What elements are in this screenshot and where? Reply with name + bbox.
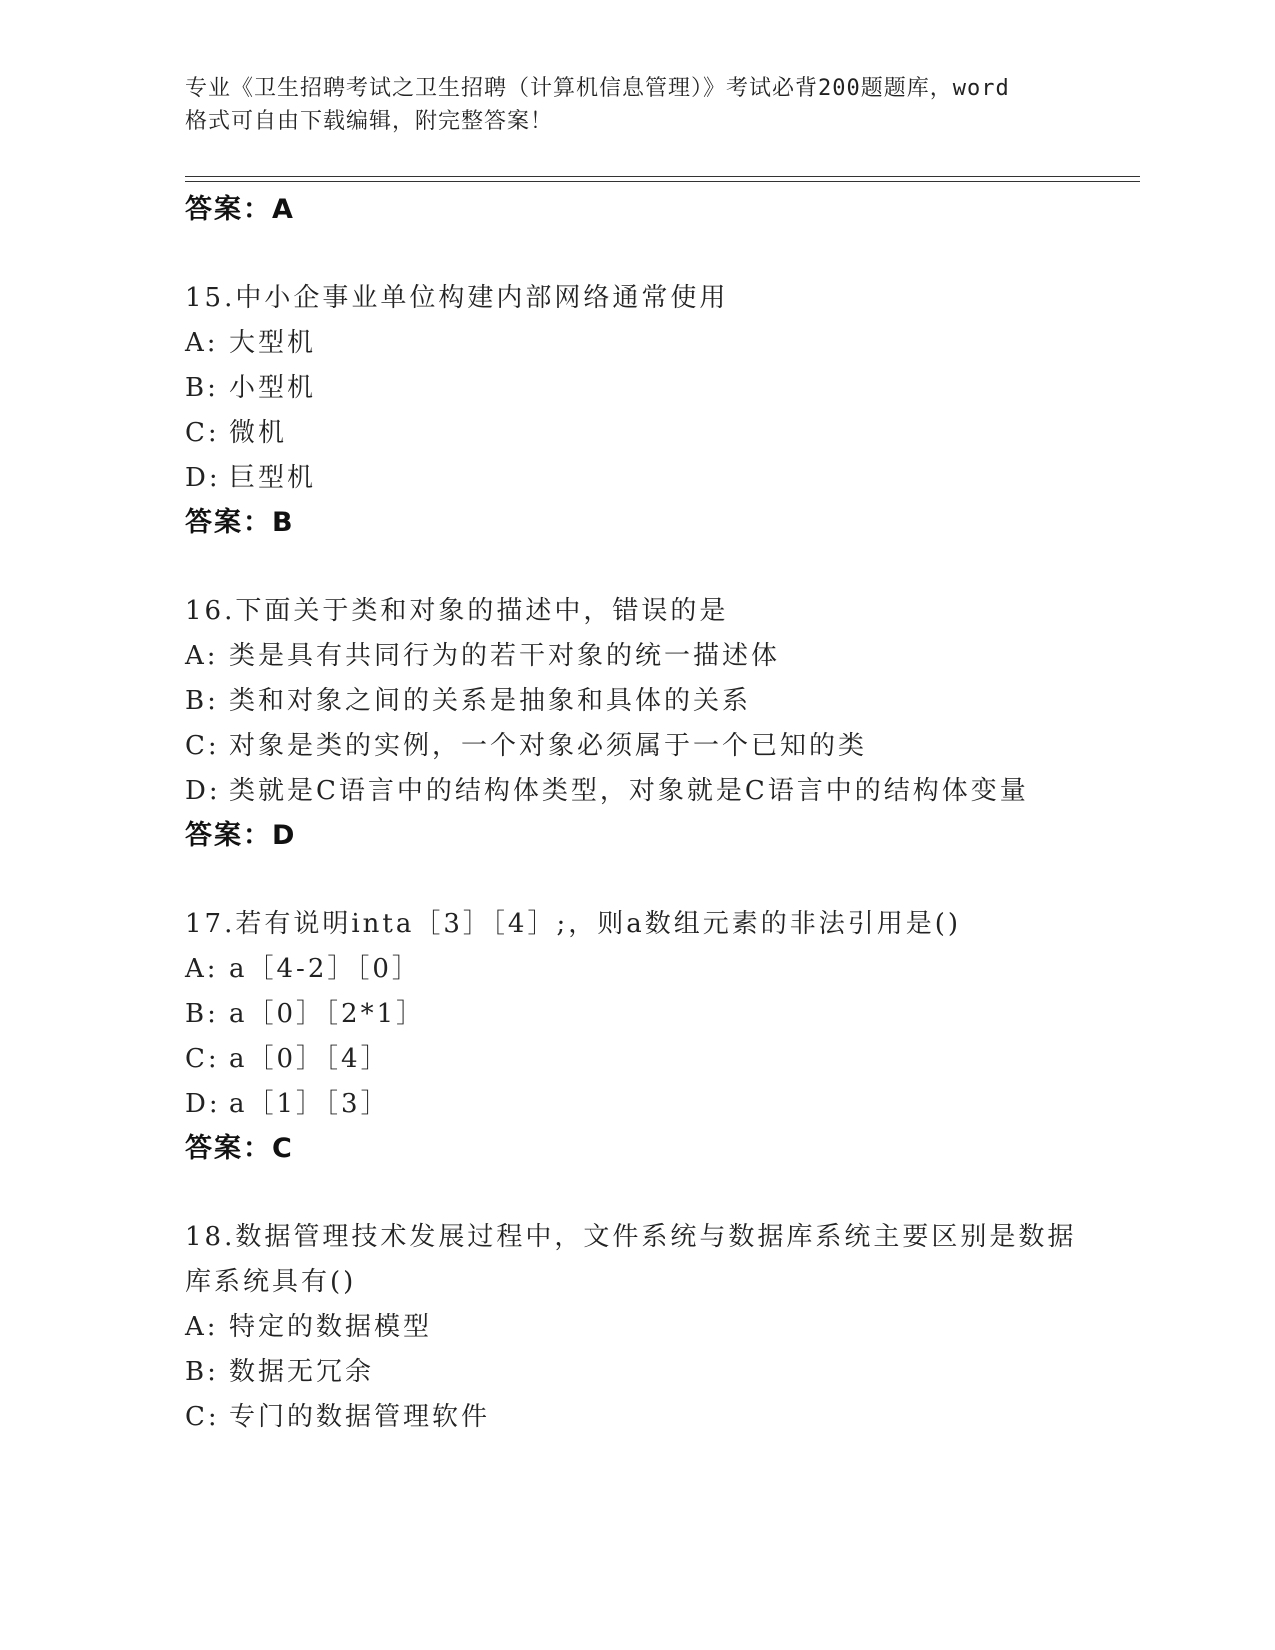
option-text: 类和对象之间的关系是抽象和具体的关系 xyxy=(229,686,752,716)
question-list xyxy=(185,188,1135,1484)
answer-option xyxy=(185,366,1135,411)
questions-container xyxy=(185,276,1135,1440)
header-line-1: 专业《卫生招聘考试之卫生招聘（计算机信息管理）》考试必背200题题库，word xyxy=(185,76,1010,101)
option-letter: A: xyxy=(185,641,219,671)
question-answer: 答案：D xyxy=(185,820,297,851)
option-letter: B: xyxy=(185,686,219,716)
answer-option xyxy=(185,769,1135,814)
option-text: 小型机 xyxy=(229,373,317,403)
option-letter: B: xyxy=(185,373,219,403)
answer-option xyxy=(185,456,1135,501)
option-text: 特定的数据模型 xyxy=(229,1312,433,1342)
question-stem: 库系统具有() xyxy=(185,1267,357,1297)
option-text: 对象是类的实例，一个对象必须属于一个已知的类 xyxy=(229,731,868,761)
option-text: 类就是C语言中的结构体类型，对象就是C语言中的结构体变量 xyxy=(229,776,1029,806)
option-text: 专门的数据管理软件 xyxy=(229,1402,491,1432)
header-line-2: 格式可自由下载编辑，附完整答案！ xyxy=(185,109,554,134)
option-letter: C: xyxy=(185,1402,220,1432)
header-divider-bottom xyxy=(185,181,1140,182)
option-letter: A: xyxy=(185,1312,219,1342)
option-letter: D: xyxy=(185,1089,221,1119)
option-text: 大型机 xyxy=(229,328,317,358)
question-stem: 17.若有说明inta［3］［4］;，则a数组元素的非法引用是() xyxy=(185,909,961,939)
question-block xyxy=(185,902,1135,1171)
answer-option xyxy=(185,411,1135,456)
answer-option xyxy=(185,634,1135,679)
answer-option xyxy=(185,724,1135,769)
option-letter: C: xyxy=(185,1044,220,1074)
answer-option xyxy=(185,992,1135,1037)
question-stem: 16.下面关于类和对象的描述中，错误的是 xyxy=(185,596,729,626)
answer-option xyxy=(185,1037,1135,1082)
option-text: 巨型机 xyxy=(229,463,317,493)
answer-option xyxy=(185,1082,1135,1127)
option-text: a［1］［3］ xyxy=(229,1089,390,1119)
question-stem: 15.中小企事业单位构建内部网络通常使用 xyxy=(185,283,729,313)
header-divider-top xyxy=(185,176,1140,177)
answer-option xyxy=(185,321,1135,366)
option-text: a［0］［2*1］ xyxy=(229,999,426,1029)
option-letter: A: xyxy=(185,954,219,984)
question-block xyxy=(185,1215,1135,1440)
option-letter: B: xyxy=(185,999,219,1029)
option-letter: A: xyxy=(185,328,219,358)
document-header xyxy=(185,72,1085,138)
answer-option xyxy=(185,679,1135,724)
option-text: a［4-2］［0］ xyxy=(229,954,421,984)
question-answer: 答案：C xyxy=(185,1133,294,1164)
question-block xyxy=(185,589,1135,858)
option-text: a［0］［4］ xyxy=(229,1044,390,1074)
question-answer: 答案：B xyxy=(185,507,295,538)
option-text: 数据无冗余 xyxy=(229,1357,375,1387)
question-stem: 18.数据管理技术发展过程中，文件系统与数据库系统主要区别是数据 xyxy=(185,1222,1077,1252)
option-text: 微机 xyxy=(229,418,288,448)
previous-answer: 答案：A xyxy=(185,194,295,225)
question-block xyxy=(185,276,1135,545)
option-letter: C: xyxy=(185,418,220,448)
answer-option xyxy=(185,1395,1135,1440)
option-letter: D: xyxy=(185,776,221,806)
option-letter: B: xyxy=(185,1357,219,1387)
option-letter: D: xyxy=(185,463,221,493)
answer-option xyxy=(185,947,1135,992)
option-text: 类是具有共同行为的若干对象的统一描述体 xyxy=(229,641,781,671)
answer-option xyxy=(185,1350,1135,1395)
option-letter: C: xyxy=(185,731,220,761)
answer-option xyxy=(185,1305,1135,1350)
